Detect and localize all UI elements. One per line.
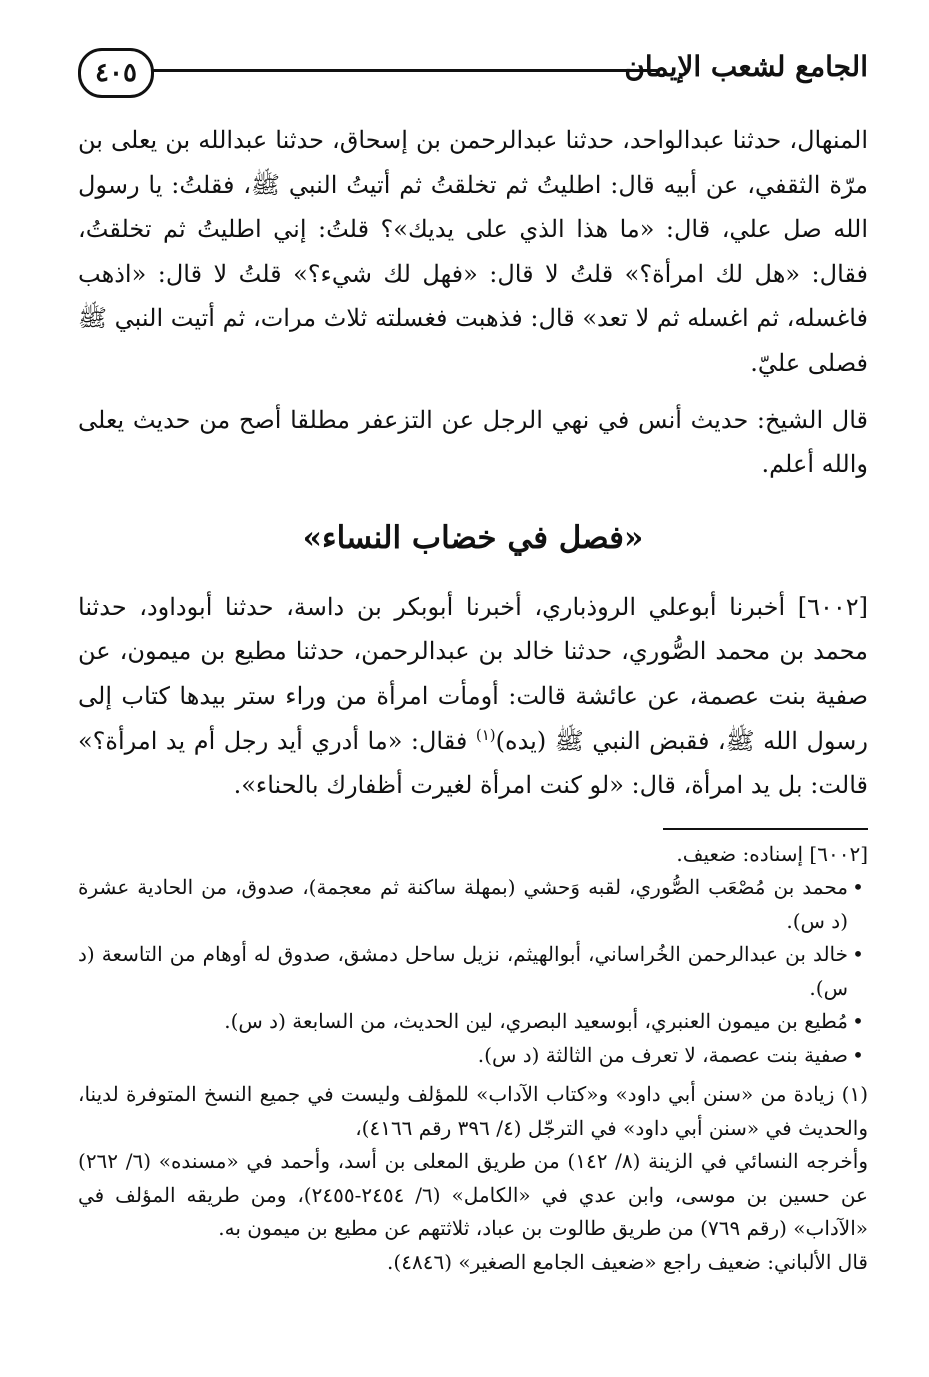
bullet-icon: • (852, 875, 864, 900)
hadith-continuation: المنهال، حدثنا عبدالواحد، حدثنا عبدالرحمن بن إسحاق، حدثنا عبدالله بن يعلى بن مرّة الثقفي، عن أبيه قال: اطليتُ ثم تخلقتُ ثم أتيتُ النبي ﷺ، فقلتُ: يا رسول الله صل علي، قال: «ما هذا الذي على يديك»؟ قلتُ: إني اطليتُ ثم تخلقتُ، فقال: «هل لك امرأة؟» قلتُ لا قال: «فهل لك شيء؟» قلتُ لا قال: «اذهب فاغسله، ثم اغسله ثم لا تعد» قال: فذهبت فغسلته ثلاث مرات، ثم أتيت النبي ﷺ فصلى عليّ. (78, 126, 868, 377)
footnote-divider (663, 828, 868, 830)
narrator-note (78, 1005, 868, 1039)
hadith-6002 (78, 585, 868, 808)
main-text (78, 118, 868, 1279)
narrator-note (78, 1039, 868, 1073)
narrator-note-text: صفية بنت عصمة، لا تعرف من الثالثة (د س). (477, 1042, 848, 1067)
footnote-1: (١) زيادة من «سنن أبي داود» و«كتاب الآداب» للمؤلف وليست في جميع النسخ المتوفرة لدينا، والحديث في «سنن أبي داود» في الترجّل (٤/ ٣٩٦ رقم ٤١٦٦)، (78, 1082, 868, 1140)
page-number: ٤٠٥ (78, 48, 154, 98)
isnad-grade: [٦٠٠٢] إسناده: ضعيف. (676, 841, 868, 866)
narrator-note-text: مُطيع بن ميمون العنبري، أبوسعيد البصري، لين الحديث، من السابعة (د س). (224, 1009, 848, 1034)
header-rule (151, 69, 658, 72)
bullet-icon: • (852, 1042, 864, 1067)
narrator-note (78, 938, 868, 1005)
footnote-ref-1: (١) (475, 725, 496, 744)
bullet-icon: • (852, 1009, 864, 1034)
narrator-note (78, 871, 868, 938)
narrator-note-text: محمد بن مُصْعَب الصُّوري، لقبه وَحشي (بمهلة ساكنة ثم معجمة)، صدوق، من الحادية عشرة (د س). (78, 875, 848, 933)
footnote-1-takhrij: وأخرجه النسائي في الزينة (٨/ ١٤٢) من طريق المعلى بن أسد، وأحمد في «مسنده» (٦/ ٢٦٢) عن حسين بن موسى، وابن عدي في «الكامل» (٦/ ٢٤٥٤-٢٤٥٥)، ومن طريقه المؤلف في «الآداب» (رقم ٧٦٩) من طريق طالوت بن عباد، ثلاثتهم عن مطيع بن ميمون به. (78, 1149, 868, 1241)
running-title: الجامع لشعب الإيمان (624, 50, 868, 83)
page-header (78, 44, 868, 100)
bullet-icon: • (852, 942, 864, 967)
section-heading: «فصل في خضاب النساء» (302, 519, 644, 556)
footnote-1-albani: قال الألباني: ضعيف راجع «ضعيف الجامع الصغير» (٤٨٤٦). (387, 1249, 868, 1274)
hadith-6002-text-end: فقال: «ما أدري أيد رجل أم يد امرأة؟» قالت: بل يد امرأة، قال: «لو كنت امرأة لغيرت أظفارك بالحناء». (78, 726, 868, 800)
footnotes (78, 838, 868, 1280)
narrator-note-text: خالد بن عبدالرحمن الخُراساني، أبوالهيثم، نزيل ساحل دمشق، صدوق له أوهام من التاسعة (د س). (78, 942, 848, 1000)
hadith-6002-text: [٦٠٠٢] أخبرنا أبوعلي الروذباري، أخبرنا أبوبكر بن داسة، حدثنا أبوداود، حدثنا محمد بن محمد الصُّوري، حدثنا خالد بن عبدالرحمن، حدثنا مطيع بن ميمون، عن صفية بنت عصمة، عن عائشة قالت: أومأت امرأة من وراء ستر بيدها كتاب إلى رسول الله ﷺ، فقبض النبي ﷺ (يده) (78, 592, 869, 755)
shaykh-comment: قال الشيخ: حديث أنس في نهي الرجل عن التزعفر مطلقا أصح من حديث يعلى والله أعلم. (78, 405, 868, 479)
